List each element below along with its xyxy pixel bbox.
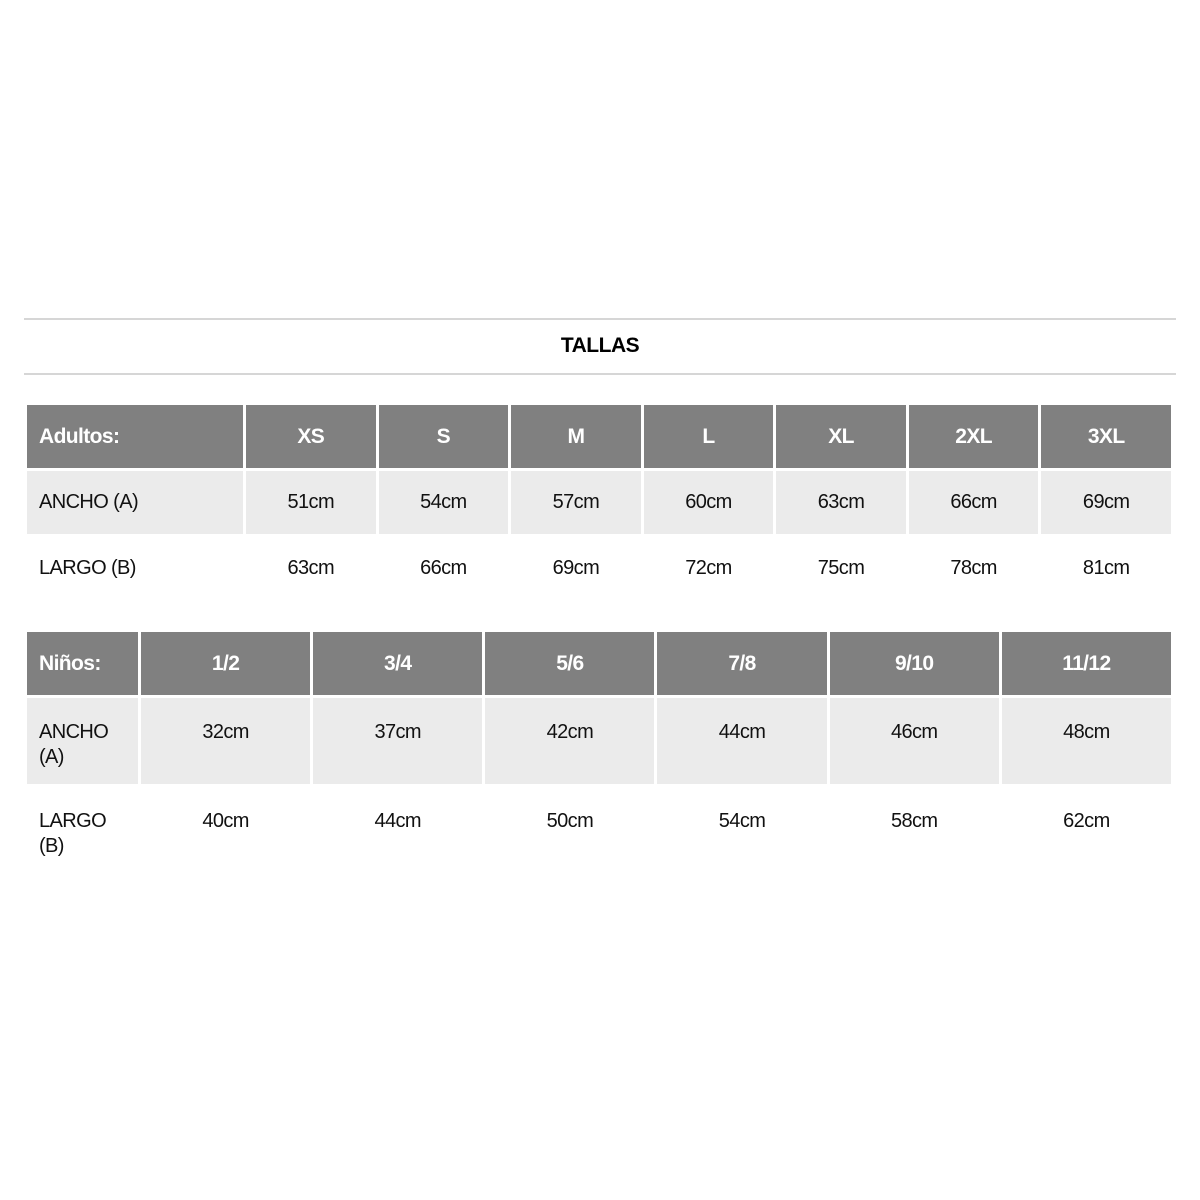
- table-cell: 32cm: [141, 698, 310, 784]
- table-cell: 78cm: [909, 537, 1039, 600]
- table-cell: 44cm: [313, 787, 482, 873]
- table-cell: 60cm: [644, 471, 774, 534]
- kids-size-table: [24, 629, 1174, 876]
- table-cell: 75cm: [776, 537, 906, 600]
- table-cell: 54cm: [379, 471, 509, 534]
- kids-length-row: [27, 787, 1171, 873]
- table-cell: 63cm: [246, 537, 376, 600]
- row-label: LARGO (B): [27, 537, 243, 600]
- adult-size-header: L: [644, 405, 774, 468]
- adult-size-header: M: [511, 405, 641, 468]
- kids-header-row: [27, 632, 1171, 695]
- kids-size-header: 7/8: [657, 632, 826, 695]
- table-cell: 54cm: [657, 787, 826, 873]
- row-label-line: LARGO: [39, 810, 107, 832]
- row-label: ANCHO (A): [27, 471, 243, 534]
- adult-section-label: Adultos:: [27, 405, 243, 468]
- table-cell: 63cm: [776, 471, 906, 534]
- adult-length-row: [27, 537, 1171, 600]
- adult-size-table: [24, 402, 1174, 603]
- table-cell: 42cm: [485, 698, 654, 784]
- adult-size-header: XL: [776, 405, 906, 468]
- page-title: TALLAS: [560, 334, 640, 357]
- table-cell: 40cm: [141, 787, 310, 873]
- table-cell: 57cm: [511, 471, 641, 534]
- kids-size-header: 3/4: [313, 632, 482, 695]
- adult-header-row: [27, 405, 1171, 468]
- row-label: [27, 698, 138, 784]
- kids-size-header: 5/6: [485, 632, 654, 695]
- row-label-line: (A): [39, 746, 64, 768]
- table-cell: 81cm: [1041, 537, 1171, 600]
- table-cell: 58cm: [830, 787, 999, 873]
- title-bottom-rule: [24, 373, 1176, 375]
- row-label: [27, 787, 138, 873]
- table-cell: 37cm: [313, 698, 482, 784]
- row-label-line: (B): [39, 835, 64, 857]
- title-top-rule: [24, 318, 1176, 320]
- table-cell: 44cm: [657, 698, 826, 784]
- table-cell: 72cm: [644, 537, 774, 600]
- table-cell: 62cm: [1002, 787, 1171, 873]
- table-cell: 66cm: [379, 537, 509, 600]
- adult-size-header: 3XL: [1041, 405, 1171, 468]
- adult-width-row: [27, 471, 1171, 534]
- adult-size-header: 2XL: [909, 405, 1039, 468]
- kids-width-row: [27, 698, 1171, 784]
- adult-size-header: XS: [246, 405, 376, 468]
- table-cell: 51cm: [246, 471, 376, 534]
- adult-size-header: S: [379, 405, 509, 468]
- kids-size-header: 9/10: [830, 632, 999, 695]
- table-cell: 48cm: [1002, 698, 1171, 784]
- row-label-line: ANCHO: [39, 721, 109, 743]
- table-cell: 46cm: [830, 698, 999, 784]
- kids-size-header: 1/2: [141, 632, 310, 695]
- kids-size-header: 11/12: [1002, 632, 1171, 695]
- table-cell: 50cm: [485, 787, 654, 873]
- kids-section-label: Niños:: [27, 632, 138, 695]
- table-cell: 66cm: [909, 471, 1039, 534]
- table-cell: 69cm: [511, 537, 641, 600]
- table-cell: 69cm: [1041, 471, 1171, 534]
